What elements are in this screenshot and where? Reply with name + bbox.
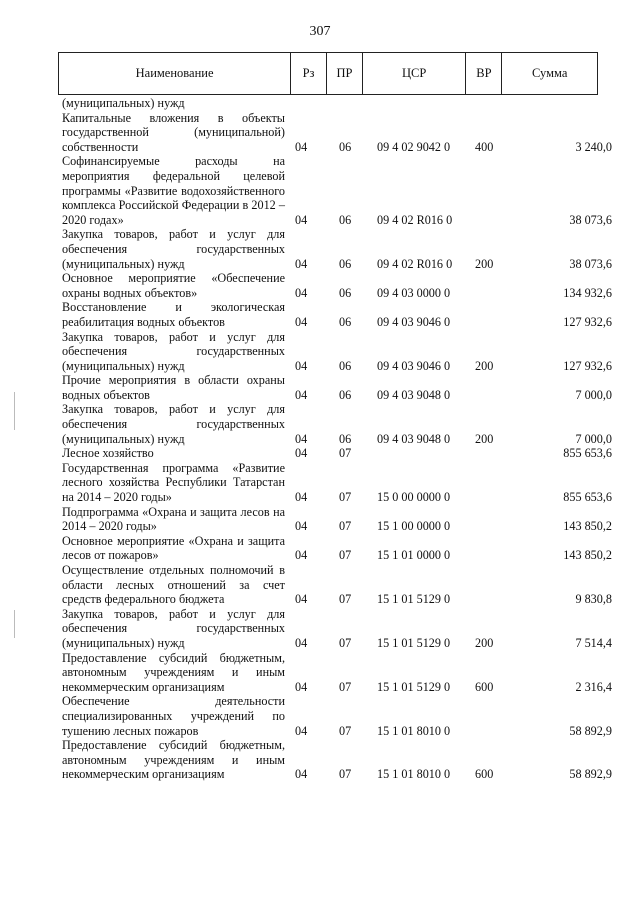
header-pr: ПР — [327, 53, 363, 94]
cell-name: Предоставление субсидий бюджетным, автономным учреждениям и иным некоммерческим организациям — [62, 650, 285, 694]
cell-vr: 200 — [475, 431, 494, 446]
cell-sum: 134 932,6 — [563, 285, 612, 300]
cell-rz: 04 — [295, 285, 308, 300]
cell-name: Государственная программа «Развитие лесного хозяйства Республики Татарстан на 2014 – 2020 годы» — [62, 460, 285, 505]
cell-sum: 855 653,6 — [563, 446, 612, 461]
cell-pr: 06 — [339, 256, 352, 271]
cell-vr: 200 — [475, 256, 494, 271]
table-row — [62, 300, 612, 329]
header-rz: Рз — [291, 53, 327, 94]
table-row — [62, 96, 612, 111]
table-row — [62, 271, 612, 300]
cell-csr: 09 4 03 9048 0 — [377, 431, 451, 446]
cell-rz: 04 — [295, 358, 308, 373]
table-header — [58, 52, 598, 95]
cell-csr: 09 4 03 0000 0 — [377, 285, 451, 300]
cell-pr: 06 — [339, 285, 352, 300]
table-row — [62, 330, 612, 374]
page-number: 307 — [309, 24, 331, 39]
cell-rz: 04 — [295, 767, 308, 782]
cell-name: Закупка товаров, работ и услуг для обеспечения государственных (муниципальных) нужд — [62, 402, 285, 446]
cell-pr: 07 — [339, 635, 352, 650]
cell-name: Закупка товаров, работ и услуг для обеспечения государственных (муниципальных) нужд — [62, 227, 285, 271]
cell-name: (муниципальных) нужд — [62, 96, 185, 110]
cell-pr: 06 — [339, 358, 352, 373]
cell-pr: 07 — [339, 767, 352, 782]
cell-sum: 3 240,0 — [575, 139, 612, 154]
cell-name: Обеспечение деятельности специализированных учреждений по тушению лесных пожаров — [62, 694, 285, 738]
cell-sum: 143 850,2 — [563, 548, 612, 563]
table-row — [62, 738, 612, 782]
table-row — [62, 227, 612, 271]
cell-sum: 7 000,0 — [575, 431, 612, 446]
cell-sum: 7 000,0 — [575, 387, 612, 402]
table-row — [62, 505, 612, 534]
cell-rz: 04 — [295, 446, 308, 461]
cell-name: Прочие мероприятия в области охраны водных объектов — [62, 373, 285, 402]
table-row — [62, 402, 612, 446]
cell-sum: 38 073,6 — [569, 212, 612, 227]
cell-sum: 143 850,2 — [563, 519, 612, 534]
table-row — [62, 563, 612, 607]
cell-csr: 15 1 01 0000 0 — [377, 548, 451, 563]
cell-rz: 04 — [295, 256, 308, 271]
cell-name: Основное мероприятие «Охрана и защита лесов от пожаров» — [62, 533, 285, 563]
cell-sum: 7 514,4 — [575, 635, 612, 650]
cell-pr: 06 — [339, 431, 352, 446]
cell-csr: 09 4 02 R016 0 — [377, 212, 453, 227]
cell-vr: 200 — [475, 635, 494, 650]
header-sum: Сумма — [531, 66, 568, 80]
cell-name: Предоставление субсидий бюджетным, автономным учреждениям и иным некоммерческим организациям — [62, 738, 285, 782]
cell-vr: 400 — [475, 139, 494, 154]
cell-csr: 09 4 03 9046 0 — [377, 358, 451, 373]
header-csr: ЦСР — [363, 53, 467, 94]
cell-name: Подпрограмма «Охрана и защита лесов на 2014 – 2020 годы» — [62, 504, 285, 534]
cell-name: Основное мероприятие «Обеспечение охраны водных объектов» — [62, 271, 285, 300]
cell-csr: 15 0 00 0000 0 — [377, 490, 451, 505]
table-row — [62, 154, 612, 227]
cell-sum: 855 653,6 — [563, 490, 612, 505]
cell-pr: 07 — [339, 519, 352, 534]
cell-rz: 04 — [295, 592, 308, 607]
cell-pr: 06 — [339, 314, 352, 329]
cell-csr: 09 4 02 R016 0 — [377, 256, 453, 271]
cell-rz: 04 — [295, 431, 308, 446]
table-row — [62, 651, 612, 695]
cell-sum: 127 932,6 — [563, 358, 612, 373]
cell-csr: 09 4 03 9048 0 — [377, 387, 451, 402]
cell-rz: 04 — [295, 490, 308, 505]
table-row — [62, 607, 612, 651]
cell-pr: 07 — [339, 723, 352, 738]
cell-csr: 09 4 02 9042 0 — [377, 139, 451, 154]
table-row — [62, 373, 612, 402]
cell-csr: 09 4 03 9046 0 — [377, 314, 451, 329]
cell-csr: 15 1 00 0000 0 — [377, 519, 451, 534]
cell-pr: 06 — [339, 139, 352, 154]
cell-rz: 04 — [295, 723, 308, 738]
table-row — [62, 111, 612, 155]
cell-csr: 15 1 01 8010 0 — [377, 767, 451, 782]
cell-rz: 04 — [295, 212, 308, 227]
cell-sum: 38 073,6 — [569, 256, 612, 271]
cell-rz: 04 — [295, 314, 308, 329]
table-body — [62, 96, 612, 782]
cell-sum: 9 830,8 — [575, 592, 612, 607]
cell-vr: 600 — [475, 679, 494, 694]
cell-csr: 15 1 01 5129 0 — [377, 679, 451, 694]
cell-name: Софинансируемые расходы на мероприятия федеральной целевой программы «Развитие водохозяйственного комплекса Российской Федерации в 2012 – 2020 годах» — [62, 154, 285, 227]
cell-pr: 07 — [339, 446, 352, 461]
cell-sum: 58 892,9 — [569, 723, 612, 738]
cell-vr: 200 — [475, 358, 494, 373]
cell-name: Восстановление и экологическая реабилитация водных объектов — [62, 300, 285, 329]
table-row — [62, 694, 612, 738]
cell-pr: 06 — [339, 387, 352, 402]
margin-mark — [14, 610, 15, 638]
cell-pr: 07 — [339, 679, 352, 694]
table-row — [62, 446, 612, 461]
cell-name: Капитальные вложения в объекты государственной (муниципальной) собственности — [62, 110, 285, 154]
header-vr: ВР — [466, 53, 502, 94]
table-row — [62, 461, 612, 505]
cell-csr: 15 1 01 5129 0 — [377, 635, 451, 650]
cell-sum: 58 892,9 — [569, 767, 612, 782]
cell-sum: 2 316,4 — [575, 679, 612, 694]
cell-csr: 15 1 01 5129 0 — [377, 592, 451, 607]
cell-rz: 04 — [295, 139, 308, 154]
cell-name: Закупка товаров, работ и услуг для обеспечения государственных (муниципальных) нужд — [62, 606, 285, 650]
cell-pr: 07 — [339, 548, 352, 563]
cell-rz: 04 — [295, 679, 308, 694]
cell-rz: 04 — [295, 548, 308, 563]
cell-pr: 07 — [339, 592, 352, 607]
header-name: Наименование — [59, 53, 291, 94]
cell-rz: 04 — [295, 519, 308, 534]
margin-mark — [14, 392, 15, 430]
cell-name: Лесное хозяйство — [62, 446, 154, 461]
cell-pr: 07 — [339, 490, 352, 505]
cell-name: Закупка товаров, работ и услуг для обеспечения государственных (муниципальных) нужд — [62, 329, 285, 373]
table-row — [62, 534, 612, 563]
cell-sum: 127 932,6 — [563, 314, 612, 329]
cell-pr: 06 — [339, 212, 352, 227]
cell-rz: 04 — [295, 387, 308, 402]
cell-rz: 04 — [295, 635, 308, 650]
cell-csr: 15 1 01 8010 0 — [377, 723, 451, 738]
cell-vr: 600 — [475, 767, 494, 782]
cell-name: Осуществление отдельных полномочий в области лесных отношений за счет средств федерального бюджета — [62, 563, 285, 607]
